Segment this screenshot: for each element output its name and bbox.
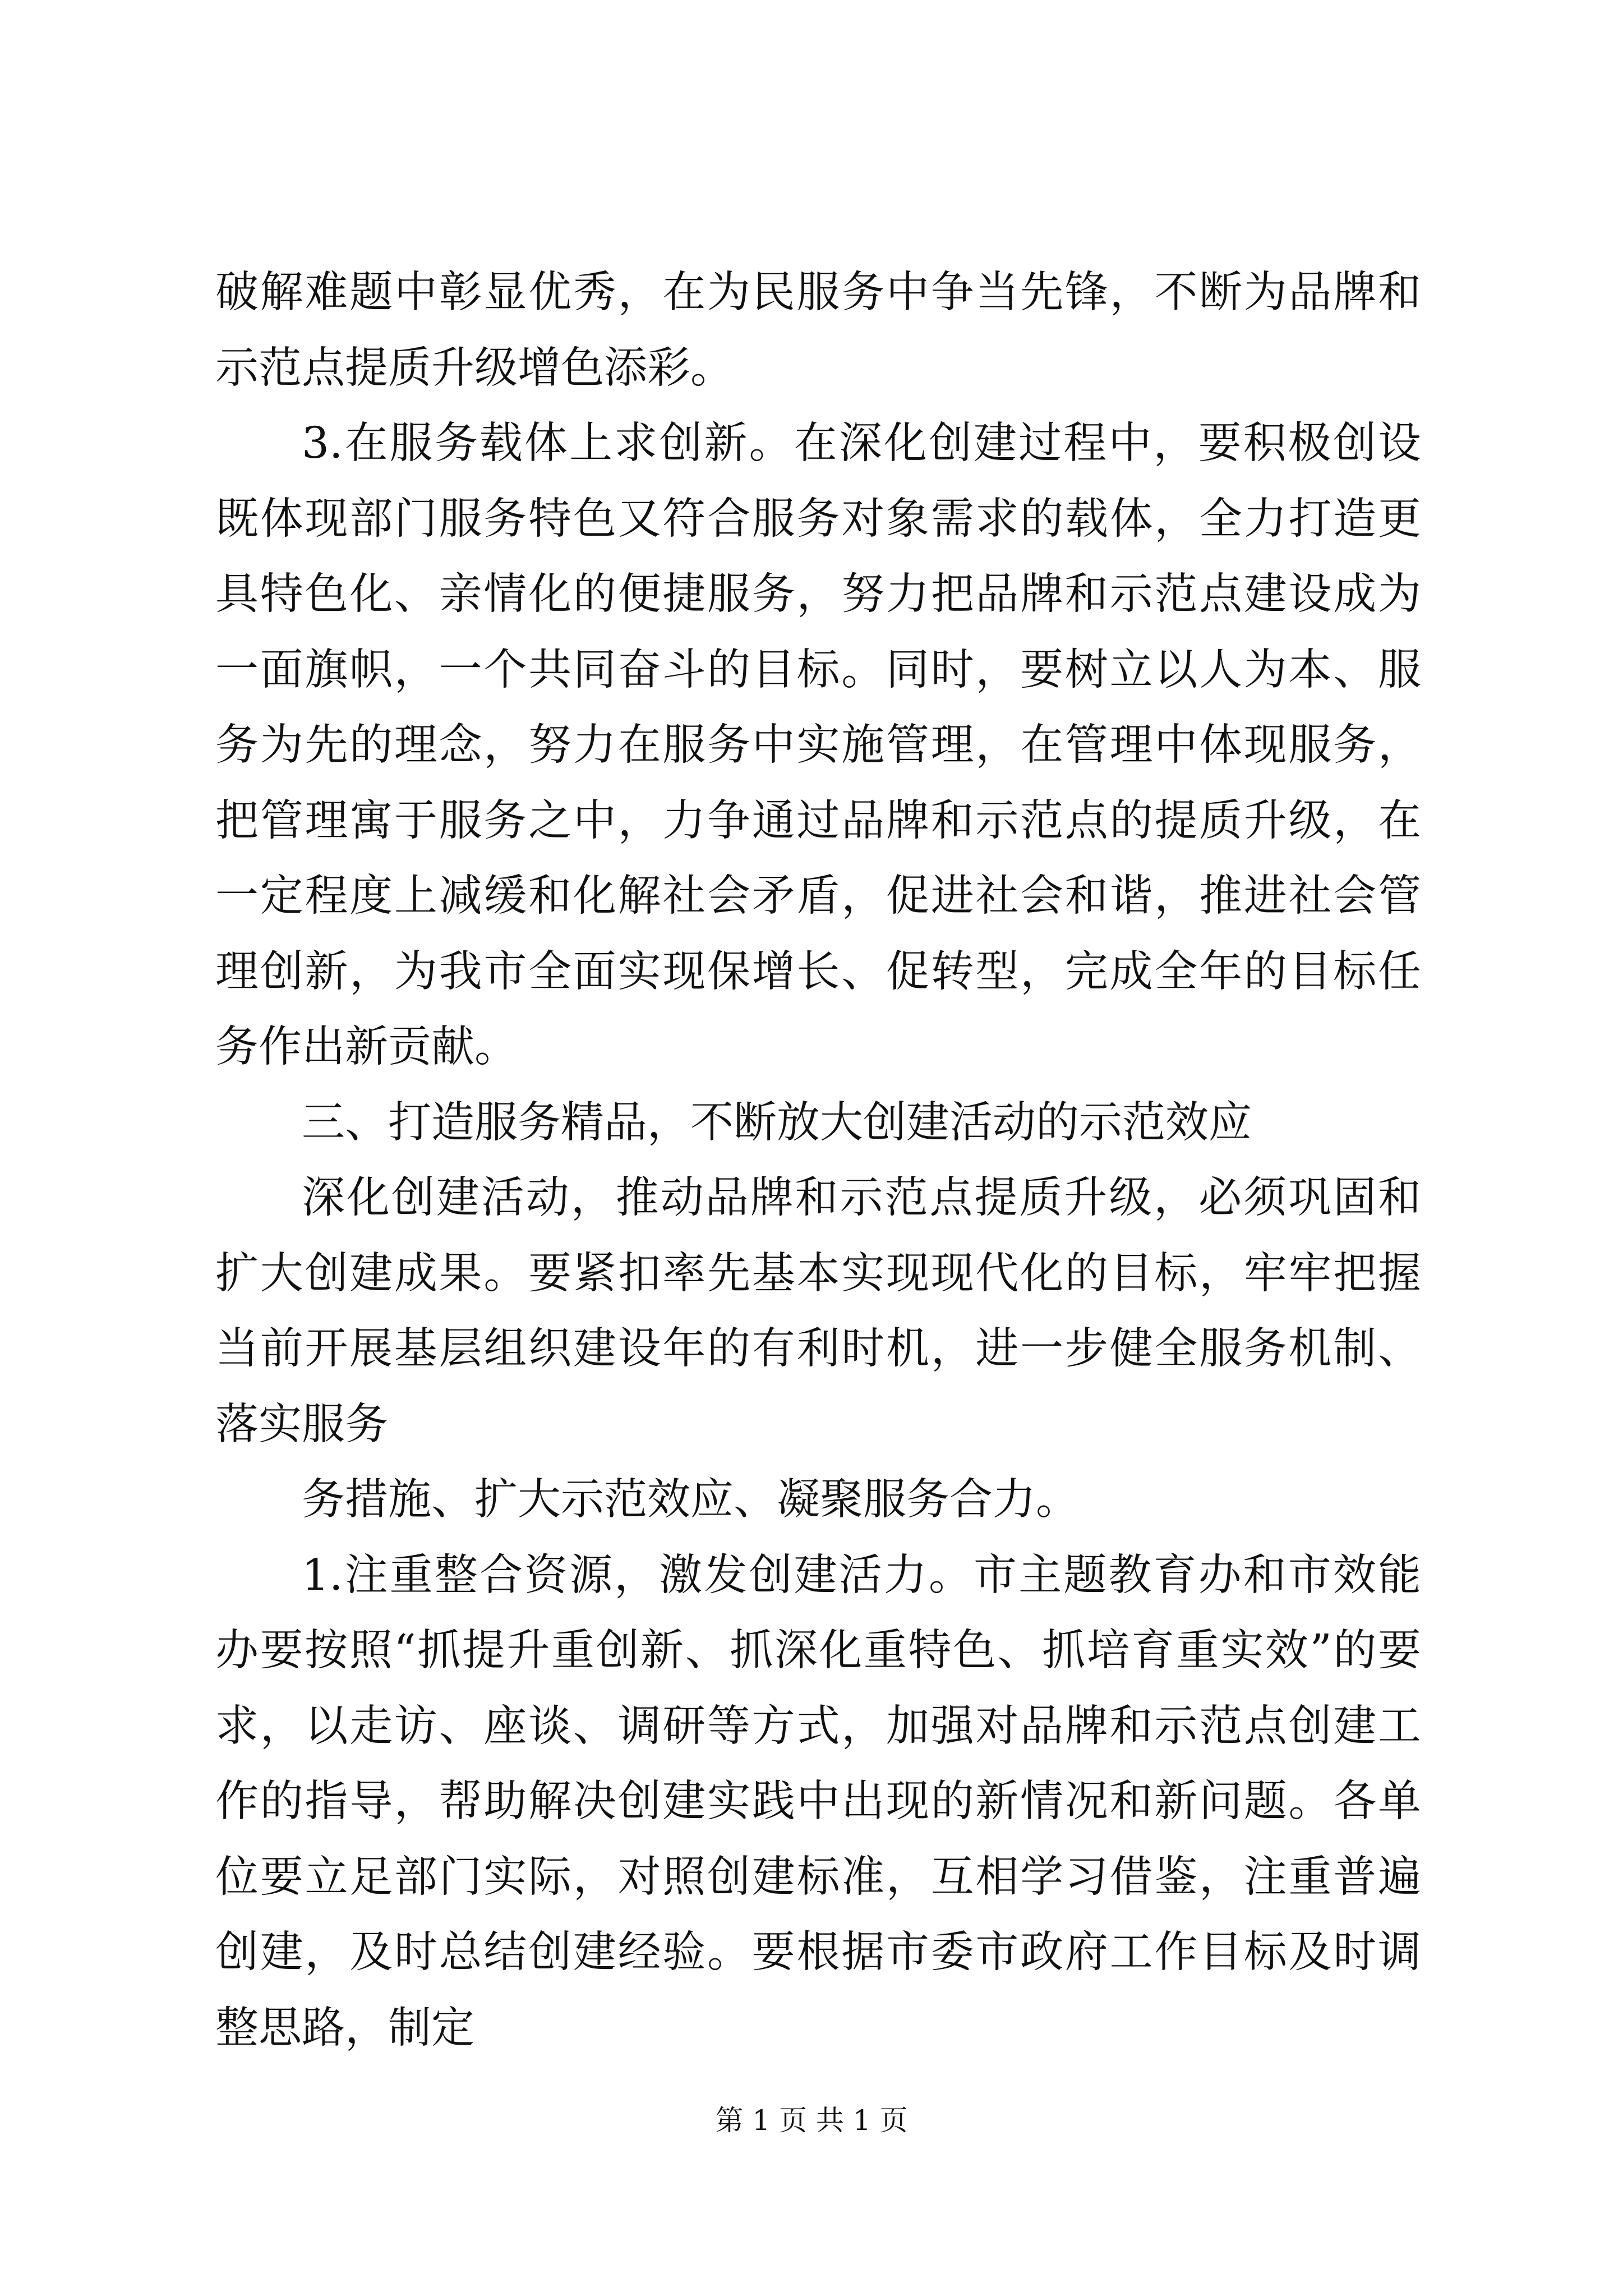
- paragraph-measures: 务措施、扩大示范效应、凝聚服务合力。: [302, 1475, 1079, 1525]
- section-heading-three: 三、打造服务精品，不断放大创建活动的示范效应: [302, 1097, 1252, 1148]
- page-footer: 第 1 页 共 1 页: [715, 2104, 908, 2137]
- paragraph-integrate-resources: 1.注重整合资源，激发创建活力。市主题教育办和市效能办要按照“抓提升重创新、抓深化重特色、抓培育重实效”的要求，以走访、座谈、调研等方式，加强对品牌和示范点创建工作的指导，帮助解决创建实践中出现的新情况和新问题。各单位要立足部门实际，对照创建标准，互相学习借鉴，注重普遍创建，及时总结创建经验。要根据市委市政府工作目标及时调整思路，制定: [215, 1550, 1421, 2053]
- paragraph-continuation: 破解难题中彰显优秀，在为民服务中争当先锋，不断为品牌和示范点提质升级增色添彩。: [215, 268, 1421, 393]
- paragraph-service-carrier: 3.在服务载体上求创新。在深化创建过程中，要积极创设既体现部门服务特色又符合服务对象需求的载体，全力打造更具特色化、亲情化的便捷服务，努力把品牌和示范点建设成为一面旗帜，一个共同奋斗的目标。同时，要树立以人为本、服务为先的理念，努力在服务中实施管理，在管理中体现服务，把管理寓于服务之中，力争通过品牌和示范点的提质升级，在一定程度上减缓和化解社会矛盾，促进社会和谐，推进社会管理创新，为我市全面实现保增长、促转型，完成全年的目标任务作出新贡献。: [215, 418, 1421, 1072]
- paragraph-deepen-activities: 深化创建活动，推动品牌和示范点提质升级，必须巩固和扩大创建成果。要紧扣率先基本实现现代化的目标，牢牢把握当前开展基层组织建设年的有利时机，进一步健全服务机制、落实服务: [215, 1173, 1421, 1450]
- document-body: [215, 255, 1421, 2066]
